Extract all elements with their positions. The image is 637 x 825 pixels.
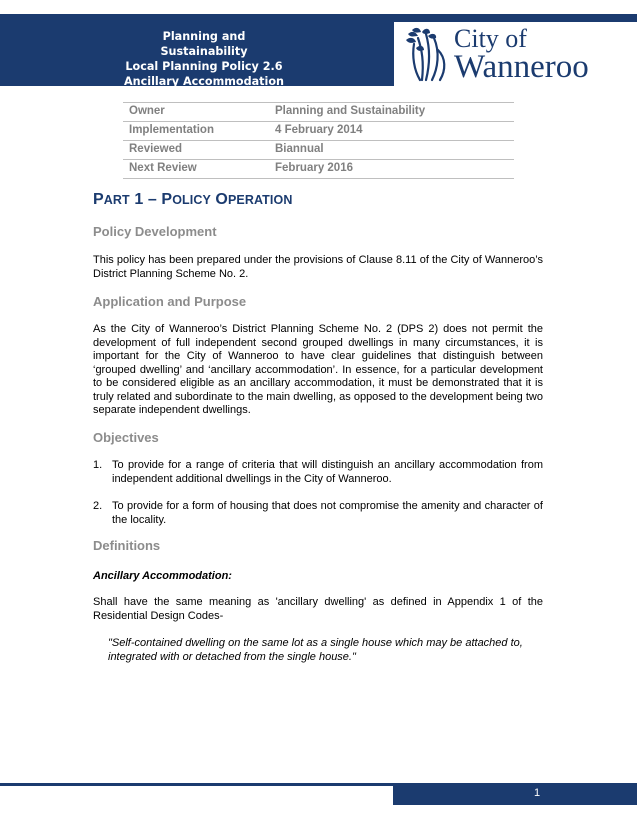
title-line-3: Ancillary Accommodation [123,75,284,88]
footer-band [0,783,637,805]
meta-label: Implementation [129,124,214,136]
city-logo [394,22,637,86]
meta-row [123,122,514,141]
meta-label: Owner [129,105,165,117]
heading-objectives: Objectives [93,430,159,445]
objectives-list [93,459,543,541]
meta-row [123,141,514,160]
document-title [118,29,290,89]
definition-text: Shall have the same meaning as 'ancillary dwelling' as defined in Appendix 1 of the Residential Design Codes- [93,596,543,622]
logo-text-wanneroo: Wanneroo [454,49,589,85]
application-purpose-text: As the City of Wanneroo’s District Planning Scheme No. 2 (DPS 2) does not permit the development of full independent second grouped dwellings in many circumstances, it is important for the City of Wanneroo to have clear guidelines that distinguish between ‘grouped dwelling’ and ‘ancillary accommodation’. In essence, for a particular development to be considered eligible as an ancillary accommodation, it must be demonstrated that it is truly related and subordinate to the main dwelling, as opposed to the development being two separate independent dwellings. [93,323,543,416]
logo-text-city-of: City of [454,24,527,53]
list-item-text: To provide for a form of housing that does not compromise the amenity and character of the locality. [112,500,543,526]
meta-row [123,160,514,179]
list-item-number: 1. [93,459,103,471]
list-item-number: 2. [93,500,103,512]
list-item-text: To provide for a range of criteria that will distinguish an ancillary accommodation from independent additional dwellings in the City of Wanneroo. [112,459,543,485]
footer-white-strip [0,786,393,805]
policy-development-text: This policy has been prepared under the provisions of Clause 8.11 of the City of Wanneroo’s District Planning Scheme No. 2. [93,254,543,280]
page-number: 1 [534,787,541,799]
title-line-1: Planning and Sustainability [160,30,248,58]
list-item [93,459,543,486]
meta-label: Reviewed [129,143,183,155]
header-band [0,14,637,86]
meta-label: Next Review [129,162,197,174]
heading-policy-development: Policy Development [93,224,217,239]
definition-quote: "Self-contained dwelling on the same lot as a single house which may be attached to, integrated with or detached from the single house." [108,637,523,663]
meta-value: Biannual [275,143,324,155]
heading-application-purpose: Application and Purpose [93,294,247,309]
policy-meta-table [123,102,514,179]
list-item [93,500,543,527]
title-line-2: Local Planning Policy 2.6 [125,60,283,73]
meta-value: 4 February 2014 [275,124,363,136]
meta-value: February 2016 [275,162,353,174]
kangaroo-paw-logo-icon [402,26,450,82]
meta-value: Planning and Sustainability [275,105,426,117]
part-heading: PART 1 – POLICY OPERATION [93,191,293,208]
meta-row [123,103,514,122]
definition-term: Ancillary Accommodation: [93,570,232,582]
heading-definitions: Definitions [93,538,161,553]
